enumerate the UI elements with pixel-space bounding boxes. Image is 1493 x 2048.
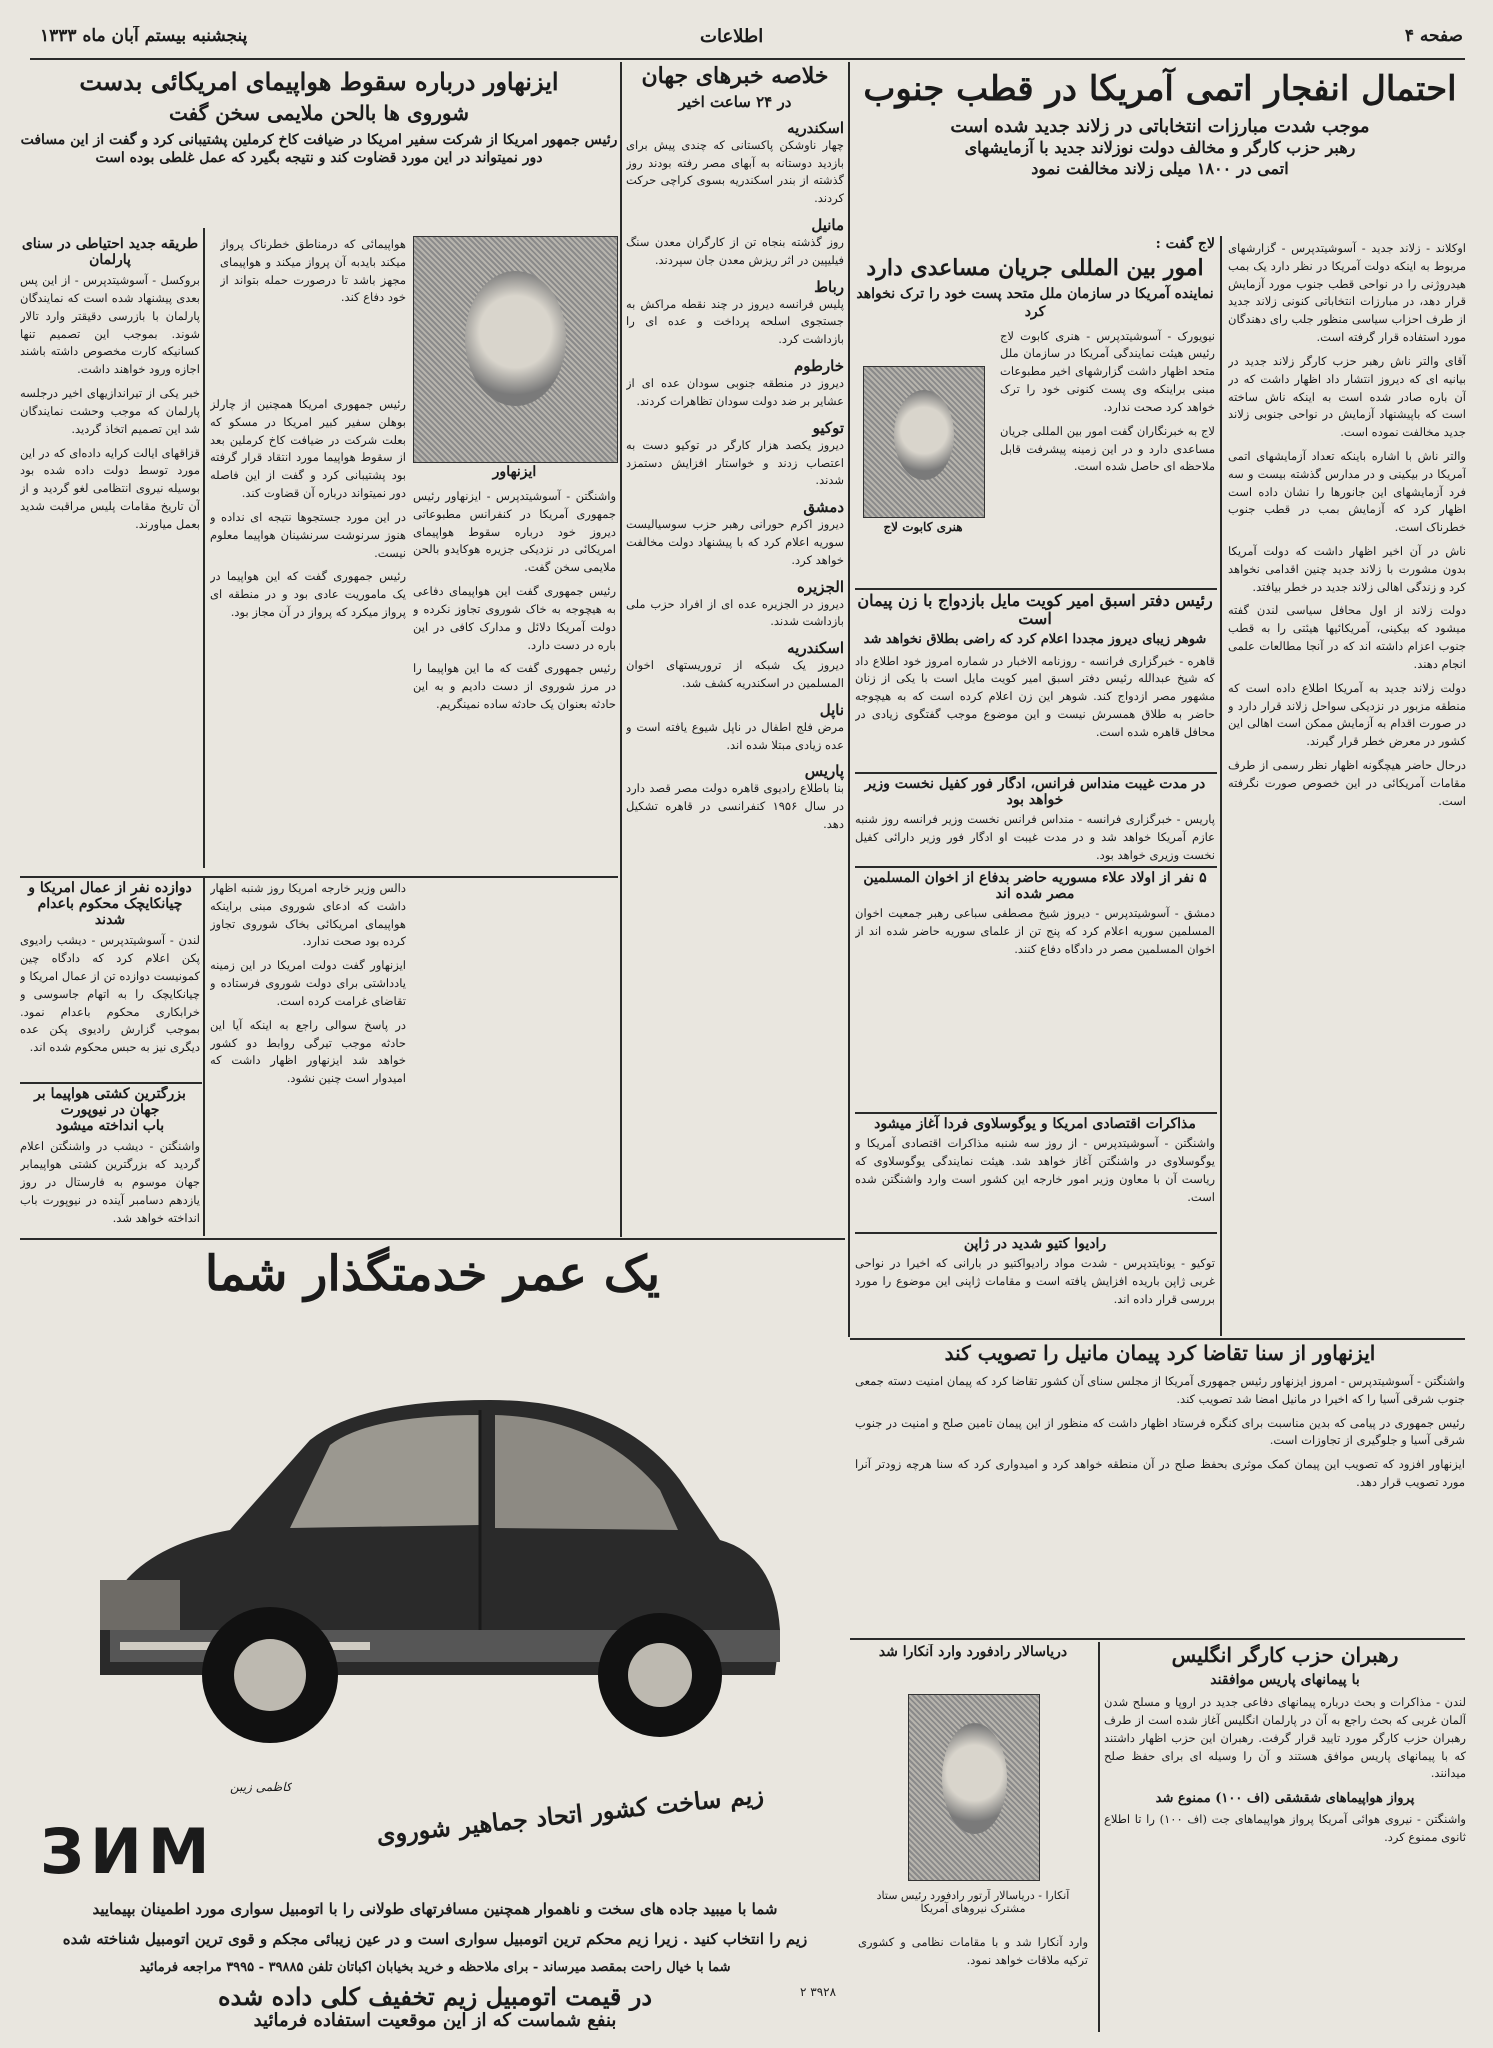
column-rule: [1098, 1642, 1100, 2032]
radioactive-headline: رادیوا کتیو شدید در ژاپن: [963, 1236, 1107, 1252]
world-news-item: [626, 357, 844, 411]
lodge-subheadline: نماینده آمریکا در سازمان ملل متحد پست خود را ترک نخواهد کرد: [856, 286, 1214, 321]
page-number: صفحه ۴: [1404, 26, 1463, 46]
lodge-photo-caption: هنری کابوت لاج: [883, 520, 963, 534]
france-body: پاریس - خبرگزاری فرانسه - منداس فرانس نخست وزیر فرانسه روز شنبه عازم آمریکا خواهد شد و در مدت غیبت او ادگار فور وزیر دارائی کفیل نخست وزیری خواهد بود.: [855, 812, 1215, 862]
eisenhower-photo: [413, 236, 618, 463]
admiral-body: وارد آنکارا شد و با مقامات نظامی و کشوری ترکیه ملاقات خواهد نمود.: [858, 1935, 1088, 1967]
admiral-headline: دریاسالار رادفورد وارد آنکارا شد: [878, 1644, 1068, 1660]
section-rule: [855, 588, 1217, 590]
parliament-headline-2: پارلمان: [89, 252, 131, 269]
world-news-city: خارطوم: [793, 357, 844, 376]
world-news-text: چهار ناوشکن پاکستانی که چندی پیش برای بازدید دوستانه به آبهای مصر رفته بودند روز گذشته از بندر اسکندریه بسوی کراچی حرکت کردند.: [626, 137, 844, 206]
eisenhower-photo-caption: ایزنهاور: [492, 464, 537, 480]
ad-slogan: زیم ساخت کشور اتحاد جماهیر شوروی: [374, 1779, 766, 1850]
ad-discount-2: بنفع شماست که از این موقعیت استفاده فرمائید: [253, 2010, 617, 2030]
jet-ban-body: واشنگتن - نیروی هوائی آمریکا پرواز هواپیماهای جت (اف ۱۰۰) را تا اطلاع ثانوی ممنوع کرد.: [1104, 1812, 1466, 1844]
section-rule: [855, 772, 1217, 774]
carrier-body: واشنگتن - دیشب در واشنگتن اعلام گردید که بزرگترین کشتی هواپیمابر جهان موسوم به فارستال در روز یازدهم دسامبر آینده در نیوپورت باب انداخته خواهد شد.: [20, 1139, 200, 1225]
executions-headline: دوازده نفر از عمال امریکا و چیانکایچک محکوم باعدام شدند: [28, 880, 192, 929]
world-news-item: [626, 498, 844, 569]
labour-subheadline: با پیمانهای پاریس موافقند: [1210, 1672, 1360, 1688]
paragraph: قزاقهای ایالت کرایه داده‌ای که در این مورد توسط دولت داده شده بود بوسیله نیروی انتظامی لغو گردید و از آن تاریخ مقامات پلیس مراقبت شدید بعمل میاورند.: [20, 445, 200, 531]
column-rule: [203, 228, 205, 868]
world-news-city: ناپل: [819, 700, 844, 719]
admiral-story: [853, 1644, 1093, 2034]
executions-body: لندن - آسوشیتدپرس - دیشب رادیوی پکن اعلام کرد که دادگاه چین کمونیست دوازده تن از عمال امریکا و چیانکایچک را به اتهام جاسوسی و خرابکاری محکوم باعدام نمود. بموجب گزارش رادیوی پکن عده دیگری نیز به حبس محکوم شده اند.: [20, 933, 200, 1055]
world-news-city: اسکندریه: [787, 639, 844, 658]
world-news-city: الجزیره: [796, 577, 844, 596]
paragraph: هواپیمائی که درمناطق خطرناک پرواز میکند بایدبه آن پرواز میکند و هواپیمای مجهز باشد تا درصورت حمله بتواند از خود دفاع کند.: [220, 237, 406, 305]
ad-brand: ЗИМ: [40, 1815, 216, 1888]
world-news-headline: خلاصه خبرهای جهان: [641, 64, 829, 89]
world-news-text: دیروز در الجزیره عده ای از افراد حزب ملی بازداشت شدند.: [626, 596, 844, 629]
paragraph: رئیس جمهوری گفت این هواپیمای دفاعی به هیچوجه به خاک شوروی تجاوز نکرده و دولت آمریکا دلائل و مدارک کافی در این باره در دست دارد.: [413, 584, 616, 652]
parliament-headline: طریقه جدید احتیاطی در سنای: [21, 236, 199, 252]
syria-body: دمشق - آسوشیتدپرس - دیروز شیخ مصطفی سباعی رهبر جمعیت اخوان المسلمین سوریه اعلام کرد که پنج تن از علمای سوریه حاضر شده اند از اخوان المسلمین مصر در دادگاه دفاع کنند.: [855, 906, 1215, 956]
shootdown-body-lead: [220, 236, 406, 396]
world-news-text: روز گذشته بنجاه تن از کارگران معدن سنگ فیلیپین در اثر ریزش معدن جان سپردند.: [626, 235, 844, 267]
ad-artist-signature: کاظمی زیبن: [230, 1780, 292, 1794]
shootdown-story: [20, 62, 618, 242]
paragraph: خبر یکی از تیراندازیهای اخیر درجلسه پارلمان که موجب وحشت نمایندگان شد این تصمیم اتخاذ گردید.: [20, 386, 200, 436]
lodge-body: [1000, 328, 1215, 477]
paragraph: رئیس جمهوری گفت که ما این هواپیما را در مرز شوروی از دست دادیم و به این حادثه بعنوان یک حادثه ساده نمینگریم.: [413, 661, 616, 711]
parliament-story: [20, 236, 200, 876]
column-rule: [1220, 236, 1222, 1336]
section-rule: [855, 1232, 1217, 1234]
column-rule: [620, 62, 622, 1237]
ad-line-2: زیم را انتخاب کنید . زیرا زیم محکم ترین اتومبیل سواری است و در عین زیبائی مجکم و قوی ترین اتومبیل شناخته شده: [62, 1930, 808, 1948]
paragraph: والتر ناش با اشاره باینکه تعداد آزمایشهای اتمی آمریکا در بیکینی و در مدارس گذشته بیست و سه فرد آزمایشهای این جانورها را نشان داده است اظهار کرد که آزمایش بمب در قطب جنوب خطرناک است.: [1228, 448, 1466, 535]
ad-discount-1: در قیمت اتومبیل زیم تخفیف کلی داده شده: [217, 1982, 653, 2011]
world-news-text: دیروز در منطقه جنوبی سودان عده ای از عشایر بر ضد دولت سودان تظاهرات کردند.: [626, 376, 844, 408]
lodge-headline: امور بین المللی جریان مساعدی دارد: [866, 255, 1204, 281]
paragraph: دالس وزیر خارجه امریکا روز شنبه اظهار داشت که ادعای شوروی مبنی براینکه هواپیمای امریکائی بخاک شوروی تجاوز کرده بود صحت ندارد.: [210, 881, 406, 949]
world-news-item: [626, 278, 844, 349]
shootdown-body-left: [210, 396, 406, 851]
world-news-item: [626, 419, 844, 490]
manila-pact-story: [855, 1342, 1465, 1632]
world-news-text: دیروز یک شبکه از تروریستهای اخوان المسلمین در اسکندریه کشف شد.: [626, 658, 844, 691]
lodge-story: [855, 236, 1215, 586]
labour-body: لندن - مذاکرات و بحث درباره پیمانهای دفاعی جدید در اروپا و مسلح شدن آلمان غربی که بحث راجع به آن در پارلمان انگلیس آغاز شده است از طرف رهبران حزب کارگر مورد تایید قرار گرفت. رهبران این حزب اظهار داشتند که با پیمانهای پاریس موافق هستند و آن را وسیله ای برای حفظ صلح میدانند.: [1104, 1695, 1466, 1781]
issue-date: پنجشنبه بیستم آبان ماه ۱۳۳۳: [40, 26, 248, 46]
shootdown-body-right: [413, 488, 616, 1238]
antarctic-subheadline-3: اتمی در ۱۸۰۰ میلی زلاند مخالفت نمود: [1031, 159, 1289, 179]
world-news-item: [626, 701, 844, 755]
syria-story: [855, 870, 1215, 980]
section-rule: [20, 876, 618, 878]
paragraph: ناش در آن اخیر اظهار داشت که دولت آمریکا بدون مشورت با زلاند جدید چنین اقدامی نخواهد کرد و زندگی اهالی زلاند جدید در خطر بیافتد.: [1228, 544, 1466, 594]
shootdown-body-bottom: [210, 880, 406, 1235]
cairo-headline: رئیس دفتر اسبق امیر کویت مایل بازدواج با زن پیمان است: [857, 592, 1213, 629]
manila-pact-headline: ایزنهاور از سنا تقاضا کرد پیمان مانیل را تصویب کند: [944, 1342, 1376, 1365]
radioactive-story: [855, 1236, 1215, 1336]
yugoslavia-headline: مذاکرات اقتصادی امریکا و یوگوسلاوی فردا آغاز میشود: [874, 1116, 1196, 1132]
antarctic-body: [1228, 240, 1466, 1330]
paragraph: رئیس جمهوری گفت که این هواپیما در یک ماموریت عادی بود و در منطقه ای پرواز میکرد که پرواز در آن مجاز بود.: [210, 569, 406, 619]
world-news-city: دمشق: [803, 498, 844, 517]
world-news-text: پلیس فرانسه دیروز در چند نقطه مراکش به جستجوی اسلحه پرداخت و عده ای را بازداشت کرد.: [626, 296, 844, 347]
manila-pact-body: [855, 1373, 1465, 1492]
jet-ban-headline: پرواز هواپیماهای شقشقی (اف ۱۰۰) ممنوع شد: [1155, 1791, 1415, 1807]
antarctic-subheadline-2: رهبر حزب کارگر و مخالف دولت نوزلاند جدید با آزمایشهای: [964, 138, 1356, 158]
world-news-city: توکیو: [812, 418, 844, 437]
admiral-caption: آنکارا - دریاسالار آرتور رادفورد رئیس ستاد مشترک نیروهای آمریکا: [876, 1889, 1070, 1915]
world-news-item: [626, 578, 844, 632]
ad-headline: یک عمر خدمتگذار شما: [204, 1246, 661, 1302]
labour-headline: رهبران حزب کارگر انگلیس: [1171, 1644, 1399, 1667]
parliament-body: [20, 272, 200, 533]
shootdown-headline-2: شوروی ها بالحن ملایمی سخن گفت: [168, 100, 470, 125]
ad-line-3: شما با خیال راحت بمقصد میرساند - برای ملاحظه و خرید بخیابان اکباتان تلفن ۳۹۸۸۵ - ۳۹۹۵ مراجعه فرمائید: [139, 1960, 731, 1975]
world-news-city: رباط: [814, 277, 844, 296]
carrier-story: [20, 1086, 200, 1236]
carrier-headline: بزرگترین کشتی هواپیما بر جهان در نیوپورت: [34, 1086, 186, 1119]
world-news-text: مرض فلج اطفال در ناپل شیوع یافته است و عده زیادی مبتلا شده اند.: [626, 719, 844, 752]
section-rule: [850, 1638, 1465, 1640]
yugoslavia-body: واشنگتن - آسوشیتدپرس - از روز سه شنبه مذاکرات اقتصادی آمریکا و یوگوسلاوی در واشنگتن آغاز خواهد شد. هیئت نمایندگی یوگوسلاوی که ریاست آن با معاون وزیر امور خارجه این کشور است وارد واشنگتن شده است.: [855, 1136, 1215, 1204]
world-news-item: [626, 639, 844, 693]
cairo-body: قاهره - خبرگزاری فرانسه - روزنامه الاخبار در شماره امروز خود اطلاع داد که شیخ عبدالله رئیس دفتر اسبق امیر کویت مایل است با یکی از زنان مشهور مصر ازدواج کند. شوهر این زن اعلام کرده است که به هیچوجه حاضر به طلاق همسرش نیست و این موضوع موجب گفتگوی زیادی در محافل قاهره شده است.: [855, 653, 1215, 739]
newspaper-name: اطلاعات: [700, 26, 764, 47]
ad-code: ۳۹۲۸ ۲: [800, 1985, 837, 1999]
france-headline: در مدت غیبت منداس فرانس، ادگار فور کفیل نخست وزیر خواهد بود: [864, 776, 1206, 809]
labour-story: [1104, 1644, 1466, 2034]
paragraph: نیویورک - آسوشیتدپرس - هنری کابوت لاج رئیس هیئت نمایندگی آمریکا در سازمان ملل متحد اظهار داشت گزارشهای اخیر مطبوعات مبنی براینکه وی پست کنونی خود را ترک خواهد کرد صحت ندارد.: [1000, 328, 1215, 414]
world-news-item: [626, 119, 844, 208]
syria-headline: ۵ نفر از اولاد علاء مسوریه حاضر بدفاع از اخوان المسلمین مصر شده اند: [863, 870, 1207, 903]
world-news-item: [626, 216, 844, 270]
paragraph: رئیس جمهوری در پیامی که بدین مناسبت برای کنگره فرستاد اظهار داشت که منظور از این پیمان تامین صلح و امنیت در جنوب شرقی آسیا و جلوگیری از تجاوزات است.: [855, 1415, 1465, 1448]
ad-line-1: شما با میبید جاده های سخت و ناهموار همچنین مسافرتهای طولانی را با اتومبیل سواری مورد اطمینان بپیمایید: [92, 1900, 778, 1918]
antarctic-headline: احتمال انفجار اتمی آمریکا در قطب جنوب: [863, 69, 1457, 109]
cairo-story: [855, 592, 1215, 772]
section-rule: [20, 1082, 202, 1084]
world-news-item: [626, 762, 844, 833]
paragraph: بروکسل - آسوشیتدپرس - از این پس بعدی پیشنهاد شده است که نمایندگان پارلمان با بازرسی دقیقتر وارد تالار شوند. بموجب این تصمیم تنها کسانیکه کارت مخصوص داشته باشند اجازه ورود خواهند داشت.: [20, 273, 200, 377]
car-illustration: [60, 1330, 800, 1770]
world-news-text: دیروز اکرم حورانی رهبر حزب سوسیالیست سوریه اعلام کرد که با پیشنهاد دولت مخالفت خواهد کرد.: [626, 517, 844, 567]
paragraph: در این مورد جستجوها نتیجه ای نداده و هنوز سرنوشت سرنشینان هواپیما معلوم نیست.: [210, 509, 406, 560]
paragraph: واشنگتن - آسوشیتدپرس - ایزنهاور رئیس جمهوری آمریکا در کنفرانس مطبوعاتی دیروز خود درباره سقوط هواپیمای امریکائی در نزدیکی جزیره هوکایدو بالحن ملایمی سخن گفت.: [413, 489, 616, 575]
world-news-city: مانیل: [811, 216, 844, 235]
world-news-text: بنا باطلاع رادیوی قاهره دولت مصر قصد دارد در سال ۱۹۵۶ کنفرانسی در قاهره تشکیل دهد.: [626, 781, 844, 832]
zim-advertisement: [20, 1240, 845, 2030]
paragraph: واشنگتن - آسوشیتدپرس - امروز ایزنهاور رئیس جمهوری آمریکا از مجلس سنای آن کشور تقاضا کرد که پیمان امنیت دسته جمعی جنوب شرقی آسیا را که اخیرا در مانیل امضا شد تصویب کند.: [855, 1374, 1465, 1406]
masthead-rule: [30, 58, 1465, 60]
column-rule: [848, 62, 850, 1337]
world-news-city: اسکندریه: [787, 118, 844, 137]
world-news-text: دیروز یکصد هزار کارگر در توکیو دست به اعتصاب زدند و خواستار افزایش دستمزد شدند.: [626, 437, 844, 488]
shootdown-headline: ایزنهاور درباره سقوط هواپیمای امریکائی بدست: [79, 67, 559, 96]
antarctic-story: [855, 62, 1465, 237]
cairo-subheadline: شوهر زیبای دیروز مجددا اعلام کرد که راضی بطلاق نخواهد شد: [863, 631, 1207, 647]
paragraph: آقای والتر ناش رهبر حزب کارگر زلاند جدید در بیانیه ای که دیروز انتشار داد اظهار داشت که در آن باره صادر شده است به اینکه ناش ساخته است که باپیشنهاد آزمایش در نواحی جنوبی زلاند جدید مخالفت نموده است.: [1228, 353, 1466, 440]
paragraph: ایزنهاور گفت دولت امریکا در این زمینه یادداشتی برای دولت شوروی فرستاده و تقاضای غرامت کرده است.: [210, 958, 406, 1008]
world-news-subheadline: در ۲۴ ساعت اخیر: [678, 93, 792, 112]
section-rule: [855, 866, 1217, 868]
world-news-list: [626, 119, 844, 834]
world-news-summary: [626, 64, 844, 1239]
carrier-headline-2: باب انداخته میشود: [55, 1118, 165, 1135]
yugoslavia-story: [855, 1112, 1215, 1232]
lodge-photo: [863, 366, 985, 518]
shootdown-subheadline: رئیس جمهور امریکا از شرکت سفیر امریکا در ضیافت کاخ کرملین پشتیبانی کرد و گفت از این مسافت دور نمیتواند در این مورد قضاوت کند و نتیجه بگیرد که عمل غلطی بوده است: [20, 131, 618, 166]
paragraph: لاج به خبرنگاران گفت امور بین المللی جریان مساعدی دارد و در این زمینه پیشرفت قابل ملاحظه ای حاصل شده است.: [1000, 423, 1215, 474]
france-story: [855, 776, 1215, 866]
paragraph: در پاسخ سوالی راجع به اینکه آیا این حادثه موجب تیرگی روابط دو کشور خواهد شد ایزنهاور اظهار داشت که امیدوار است چنین نشود.: [210, 1017, 406, 1086]
paragraph: اوکلاند - زلاند جدید - آسوشیتدپرس - گزارشهای مربوط به اینکه دولت آمریکا در نظر دارد یک بمب هیدروژنی را در نواحی قطب جنوب مورد آزمایش قرار دهد، در مبارزات انتخاباتی کنونی زلاند جدید از طرف احزاب سیاسی منظور جلب رای دهندگان مورد استفاده قرار گرفته است.: [1228, 241, 1466, 345]
lodge-intro: لاج گفت :: [1155, 236, 1215, 252]
paragraph: رئیس جمهوری امریکا همچنین از چارلز بوهلن سفیر کبیر امریکا در مسکو که بعلت شرکت در ضیافت کاخ کرملین بعد از سقوط هواپیما مورد انتقاد قرار گرفته بود پشتیبانی کرد و گفت از این فاصله دور نمیتواند درباره آن قضاوت کند.: [210, 397, 406, 501]
radioactive-body: توکیو - یونایتدپرس - شدت مواد رادیواکتیو در بارانی که اخیرا در نواحی غربی ژاپن باریده افزایش یافته است و مقامات ژاپنی این موضوع را مورد بررسی قرار داده اند.: [855, 1256, 1215, 1306]
antarctic-subheadline: موجب شدت مبارزات انتخاباتی در زلاند جدید شده است: [950, 116, 1370, 138]
paragraph: ایزنهاور افزود که تصویب این پیمان کمک موثری بحفظ صلح در آن منطقه خواهد کرد و امیدواری کرد که سنا هرچه زودتر آنرا مورد تصویب قرار دهد.: [855, 1457, 1465, 1490]
column-rule: [203, 876, 205, 1236]
paragraph: درحال حاضر هیچگونه اظهار نظر رسمی از طرف مقامات آمریکائی در این خصوص صورت نگرفته است.: [1228, 757, 1466, 808]
paragraph: دولت زلاند از اول محافل سیاسی لندن گفته میشود که بیکینی، آمریکائیها هیئتی را به قطب جنوب اعزام داشته اند که در آنجا مطالعات علمی انجام دهند.: [1228, 603, 1466, 671]
world-news-city: پاریس: [804, 762, 844, 781]
paragraph: دولت زلاند جدید به آمریکا اطلاع داده است که منطقه مزبور در نزدیکی سواحل زلاند قرار دارد و در صورت اقدام به آزمایش ممکن است اهالی این کشور در معرض خطر قرار گیرند.: [1228, 680, 1466, 749]
admiral-photo: [908, 1694, 1040, 1881]
section-rule: [850, 1338, 1465, 1340]
executions-story: [20, 880, 200, 1080]
